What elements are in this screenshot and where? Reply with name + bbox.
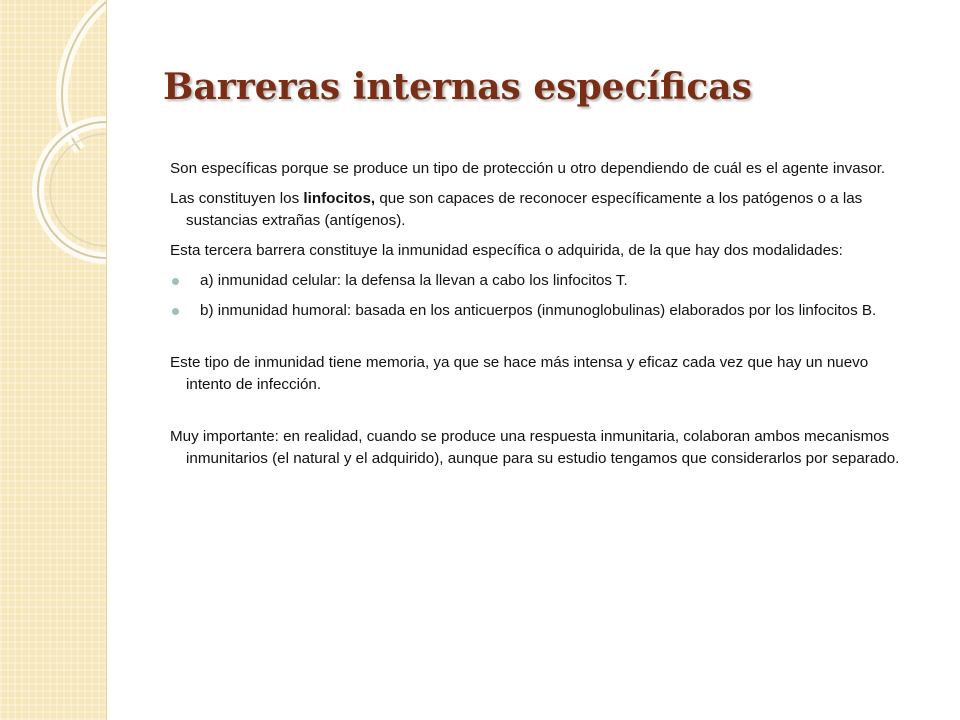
text-segment: Las constituyen los: [170, 190, 304, 207]
decorative-swirl: [0, 0, 106, 320]
bullet-icon: [172, 278, 179, 285]
bold-term-linfocitos: linfocitos,: [303, 190, 376, 207]
slide-body: [170, 158, 900, 478]
bullet-item-cellular: [170, 270, 900, 292]
paragraph-definition: Son específicas porque se produce un tipo de protección u otro dependiendo de cuál es el agente invasor.: [170, 160, 886, 177]
bullet-item-humoral: [170, 300, 900, 322]
bullet-text: b) inmunidad humoral: basada en los anticuerpos (inmunoglobulinas) elaborados por los linfocitos B.: [200, 302, 877, 319]
bullet-text: a) inmunidad celular: la defensa la llevan a cabo los linfocitos T.: [200, 272, 628, 289]
decorative-sidebar: [0, 0, 107, 720]
slide-title: Barreras internas específicas: [163, 66, 752, 108]
text-segment: que son capaces de reconocer específicamente a los patógenos o a las sustancias extrañas (antígenos).: [186, 190, 863, 229]
paragraph-third-barrier: Esta tercera barrera constituye la inmunidad específica o adquirida, de la que hay dos modalidades:: [170, 242, 843, 259]
paragraph-lymphocytes: [170, 188, 900, 232]
bullet-icon: [172, 308, 179, 315]
paragraph-important: Muy importante: en realidad, cuando se produce una respuesta inmunitaria, colaboran ambos mecanismos inmunitarios (el natural y el adquirido), aunque para su estudio tengamos que considerarlos por separado.: [170, 428, 900, 467]
paragraph-memory: Este tipo de inmunidad tiene memoria, ya que se hace más intensa y eficaz cada vez que hay un nuevo intento de infección.: [170, 354, 869, 393]
